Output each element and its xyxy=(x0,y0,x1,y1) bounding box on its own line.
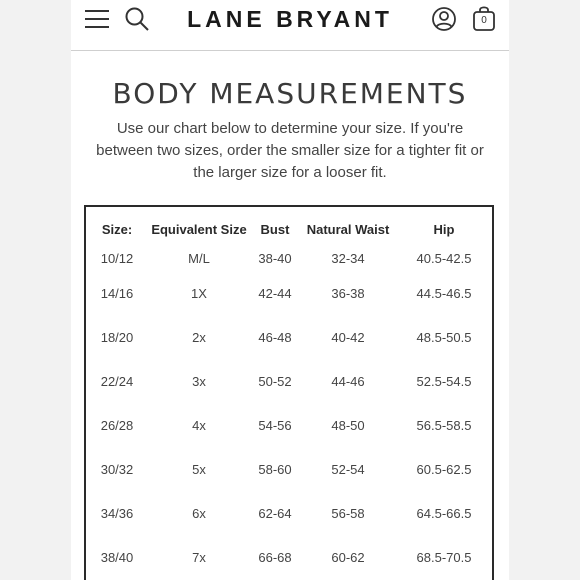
hip-cell: 56.5-58.5 xyxy=(416,417,472,433)
equivalent-size-cell: 4x xyxy=(192,417,206,433)
hip-cell: 44.5-46.5 xyxy=(416,285,472,301)
hip-cell: 52.5-54.5 xyxy=(416,373,472,389)
waist-cell: 32-34 xyxy=(331,251,365,266)
waist-cell: 36-38 xyxy=(331,285,365,301)
hip-cell: 64.5-66.5 xyxy=(416,505,472,521)
table-row xyxy=(86,447,492,491)
equivalent-size-cell: 5x xyxy=(192,461,206,477)
table-row xyxy=(86,271,492,315)
column-header-bust: Bust xyxy=(260,221,290,237)
bust-cell: 46-48 xyxy=(258,329,292,345)
size-cell: 10/12 xyxy=(100,251,134,266)
equivalent-size-cell: 7x xyxy=(192,549,206,565)
size-cell: 38/40 xyxy=(100,549,134,565)
equivalent-size-cell: M/L xyxy=(188,251,210,266)
size-cell: 26/28 xyxy=(100,417,134,433)
table-row xyxy=(86,403,492,447)
equivalent-size-cell: 3x xyxy=(192,373,206,389)
table-row xyxy=(86,315,492,359)
hip-cell: 60.5-62.5 xyxy=(416,461,472,477)
table-row xyxy=(86,535,492,579)
hip-cell: 68.5-70.5 xyxy=(416,549,472,565)
account-icon[interactable] xyxy=(431,6,457,32)
search-icon[interactable] xyxy=(124,6,150,32)
size-cell: 18/20 xyxy=(100,329,134,345)
table-header-row xyxy=(86,207,492,251)
column-header-hip: Hip xyxy=(433,221,455,237)
hip-cell: 48.5-50.5 xyxy=(416,329,472,345)
bust-cell: 58-60 xyxy=(258,461,292,477)
site-header xyxy=(71,0,509,51)
hip-cell: 40.5-42.5 xyxy=(416,251,472,266)
bust-cell: 38-40 xyxy=(258,251,292,266)
size-chart xyxy=(84,205,494,580)
size-cell: 34/36 xyxy=(100,505,134,521)
equivalent-size-cell: 1X xyxy=(191,285,207,301)
column-header-size: Size: xyxy=(101,221,133,237)
column-header-natural-waist: Natural Waist xyxy=(306,221,390,237)
bust-cell: 50-52 xyxy=(258,373,292,389)
table-row xyxy=(86,251,492,271)
page xyxy=(71,0,509,580)
equivalent-size-cell: 6x xyxy=(192,505,206,521)
waist-cell: 48-50 xyxy=(331,417,365,433)
column-header-equivalent-size: Equivalent Size xyxy=(151,221,247,237)
bust-cell: 42-44 xyxy=(258,285,292,301)
size-cell: 30/32 xyxy=(100,461,134,477)
bust-cell: 62-64 xyxy=(258,505,292,521)
equivalent-size-cell: 2x xyxy=(192,329,206,345)
page-title: BODY MEASUREMENTS xyxy=(112,77,468,110)
waist-cell: 40-42 xyxy=(331,329,365,345)
size-cell: 22/24 xyxy=(100,373,134,389)
waist-cell: 56-58 xyxy=(331,505,365,521)
menu-icon[interactable] xyxy=(83,6,111,32)
bust-cell: 66-68 xyxy=(258,549,292,565)
shopping-bag-icon[interactable] xyxy=(471,4,497,32)
waist-cell: 52-54 xyxy=(331,461,365,477)
bag-count: 0 xyxy=(481,15,487,26)
size-chart-table xyxy=(86,207,492,579)
waist-cell: 44-46 xyxy=(331,373,365,389)
table-row xyxy=(86,491,492,535)
bust-cell: 54-56 xyxy=(258,417,292,433)
size-cell: 14/16 xyxy=(100,285,134,301)
table-row xyxy=(86,359,492,403)
brand-logo[interactable]: LANE BRYANT xyxy=(187,6,393,32)
intro-text: Use our chart below to determine your size. If you're between two sizes, order the smaller size for a tighter fit or the larger size for a looser fit. xyxy=(96,120,484,181)
waist-cell: 60-62 xyxy=(331,549,365,565)
